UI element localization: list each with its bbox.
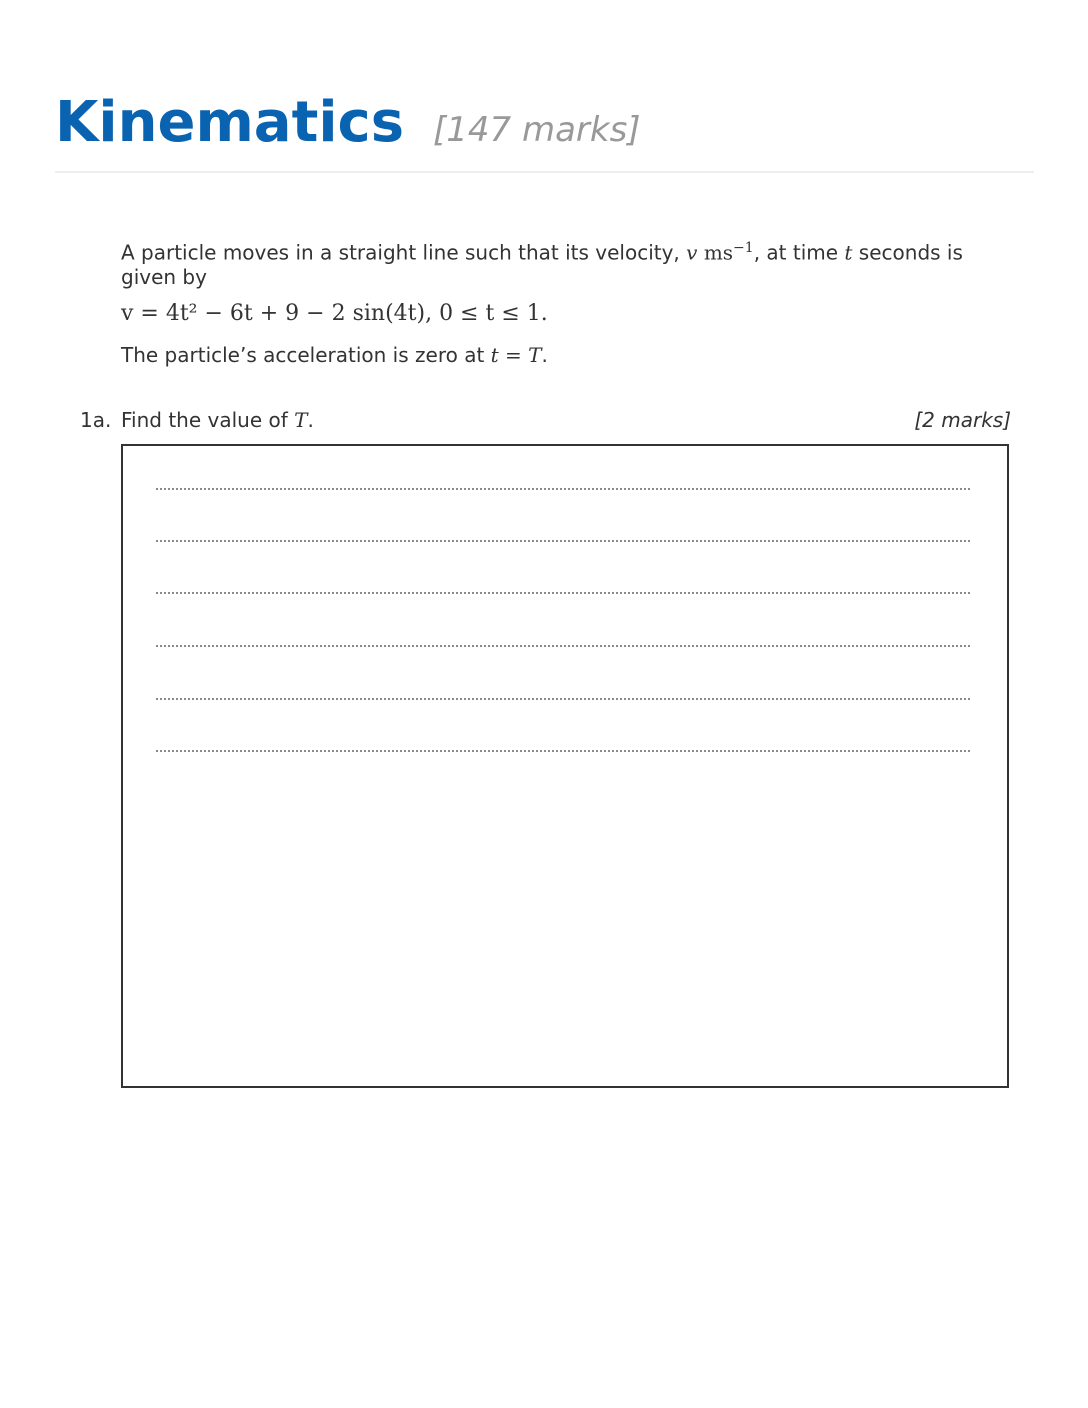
- stem-intro: [121, 236, 1011, 289]
- velocity-unit-exponent: −1: [733, 240, 754, 256]
- accel-text: The particle’s acceleration is zero at: [121, 343, 491, 367]
- time-symbol: t: [844, 240, 853, 265]
- answer-line[interactable]: [156, 540, 970, 542]
- page-title: Kinematics: [55, 90, 405, 155]
- accel-math: t = T: [490, 343, 542, 367]
- stem-intro-text-2: , at time: [753, 240, 845, 265]
- question-stem: [121, 236, 1011, 289]
- question-text: [121, 406, 314, 434]
- answer-line[interactable]: [156, 592, 970, 594]
- answer-line[interactable]: [156, 750, 970, 752]
- answer-line[interactable]: [156, 645, 970, 647]
- velocity-symbol: v: [686, 240, 698, 265]
- answer-box[interactable]: [121, 444, 1009, 1088]
- stem-intro-text-3: seconds is given by: [121, 240, 963, 289]
- acceleration-statement: [121, 342, 548, 368]
- total-marks: [147 marks]: [433, 110, 641, 150]
- question-1a: [80, 406, 1011, 434]
- stem-intro-text-1: A particle moves in a straight line such that its velocity,: [121, 240, 687, 265]
- page-header: [55, 88, 1034, 173]
- accel-end: .: [541, 343, 548, 367]
- question-text-body: Find the value of: [121, 408, 295, 432]
- question-number: 1a.: [80, 408, 112, 432]
- question-text-end: .: [307, 408, 314, 432]
- question-math: T: [294, 408, 308, 432]
- velocity-unit: ms: [703, 240, 734, 265]
- velocity-equation: v = 4t² − 6t + 9 − 2 sin(4t), 0 ≤ t ≤ 1.: [121, 301, 548, 326]
- answer-line[interactable]: [156, 488, 970, 490]
- answer-line[interactable]: [156, 698, 970, 700]
- question-marks: [2 marks]: [914, 408, 1011, 432]
